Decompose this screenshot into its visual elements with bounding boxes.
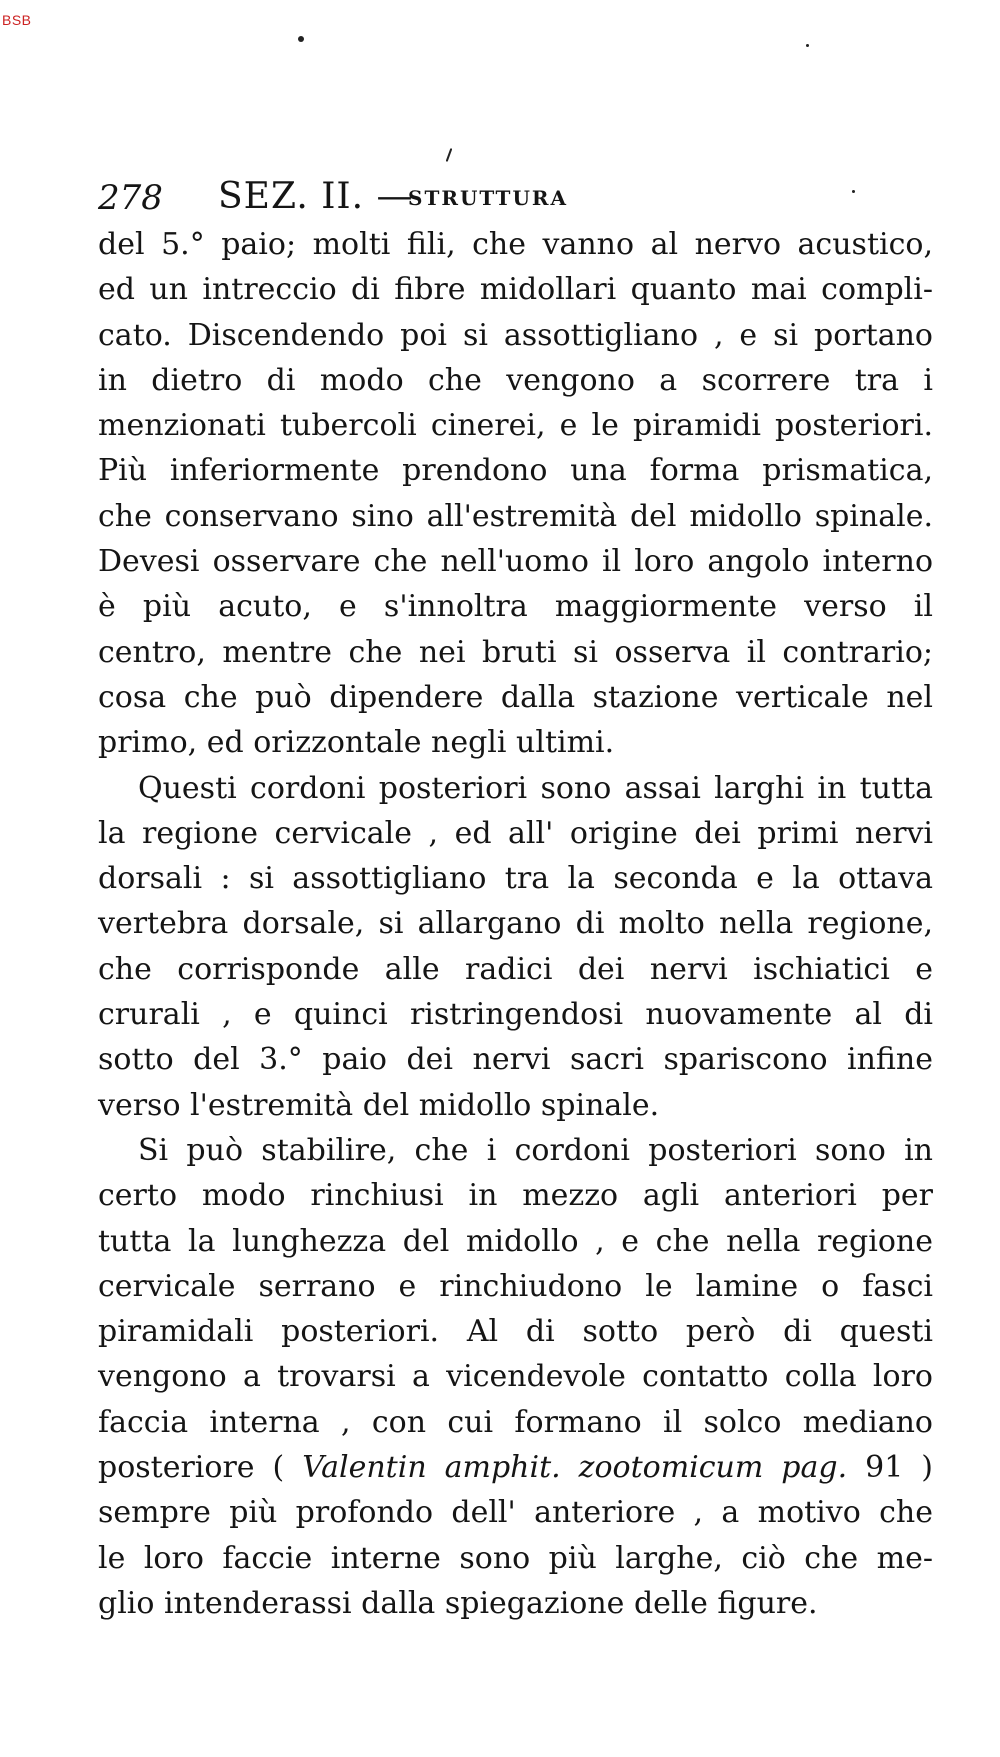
text-fragment: posteriore ( — [98, 1450, 303, 1486]
text-line: vengono a trovarsi a vicendevole contatto colla loro — [98, 1359, 933, 1395]
text-line: centro, mentre che nei bruti si osserva il contrario; — [98, 634, 933, 670]
text-line: crurali , e quinci ristringendosi nuovamente al di — [98, 997, 933, 1033]
text-line: cato. Discendendo poi si assottigliano , e si portano — [98, 317, 933, 353]
text-line: è più acuto, e s'innoltra maggiormente verso il — [98, 589, 933, 625]
body-text — [98, 222, 933, 1626]
text-line: in dietro di modo che vengono a scorrere tra i — [98, 362, 933, 398]
text-line: certo modo rinchiusi in mezzo agli anteriori per — [98, 1178, 933, 1214]
text-line: cervicale serrano e rinchiudono le lamine o fasci — [98, 1268, 933, 1304]
text-line: menzionati tubercoli cinerei, e le piramidi posteriori. — [98, 408, 933, 444]
text-line: ed un intreccio di fibre midollari quanto mai compli- — [98, 272, 933, 308]
text-line: sotto del 3.° paio dei nervi sacri spariscono infine — [98, 1042, 933, 1078]
ink-speck — [806, 44, 809, 47]
text-line: sempre più profondo dell' anteriore , a motivo che — [98, 1495, 933, 1531]
ink-speck — [446, 148, 453, 162]
paragraph-start-line: Si può stabilire, che i cordoni posteriori sono in — [138, 1132, 933, 1168]
text-line: che conservano sino all'estremità del midollo spinale. — [98, 498, 933, 534]
citation-reference: Valentin amphit. zootomicum pag. — [302, 1450, 848, 1486]
text-line: glio intenderassi dalla spiegazione delle figure. — [98, 1585, 818, 1621]
text-line: che corrisponde alle radici dei nervi ischiatici e — [98, 951, 933, 987]
citation-close: ) — [903, 1450, 933, 1486]
ink-speck — [298, 36, 304, 42]
text-line: dorsali : si assottigliano tra la seconda e la ottava — [98, 861, 933, 897]
text-line: Devesi osservare che nell'uomo il loro angolo interno — [98, 544, 933, 580]
text-line: faccia interna , con cui formano il solco mediano — [98, 1404, 933, 1440]
page-header — [98, 178, 938, 228]
text-line: le loro faccie interne sono più larghe, ciò che me- — [98, 1540, 933, 1576]
running-head: STRUTTURA — [408, 186, 569, 210]
citation-line — [98, 1445, 933, 1490]
page-number: 278 — [98, 178, 163, 218]
text-line: piramidali posteriori. Al di sotto però di questi — [98, 1314, 933, 1350]
text-line: vertebra dorsale, si allargano di molto nella regione, — [98, 906, 933, 942]
paragraph-start-line: Questi cordoni posteriori sono assai larghi in tutta — [138, 770, 933, 806]
text-line: cosa che può dipendere dalla stazione verticale nel — [98, 679, 933, 715]
text-line: verso l'estremità del midollo spinale. — [98, 1087, 660, 1123]
citation-page: 91 — [865, 1450, 904, 1486]
library-watermark: BSB — [2, 12, 32, 28]
text-line: Più inferiormente prendono una forma prismatica, — [98, 453, 933, 489]
text-line: primo, ed orizzontale negli ultimi. — [98, 725, 615, 761]
text-line: la regione cervicale , ed all' origine dei primi nervi — [98, 815, 933, 851]
text-line: del 5.° paio; molti fili, che vanno al nervo acustico, — [98, 227, 933, 262]
text-line: tutta la lunghezza del midollo , e che nella regione — [98, 1223, 933, 1259]
section-title: SEZ. II. — — [218, 176, 414, 217]
